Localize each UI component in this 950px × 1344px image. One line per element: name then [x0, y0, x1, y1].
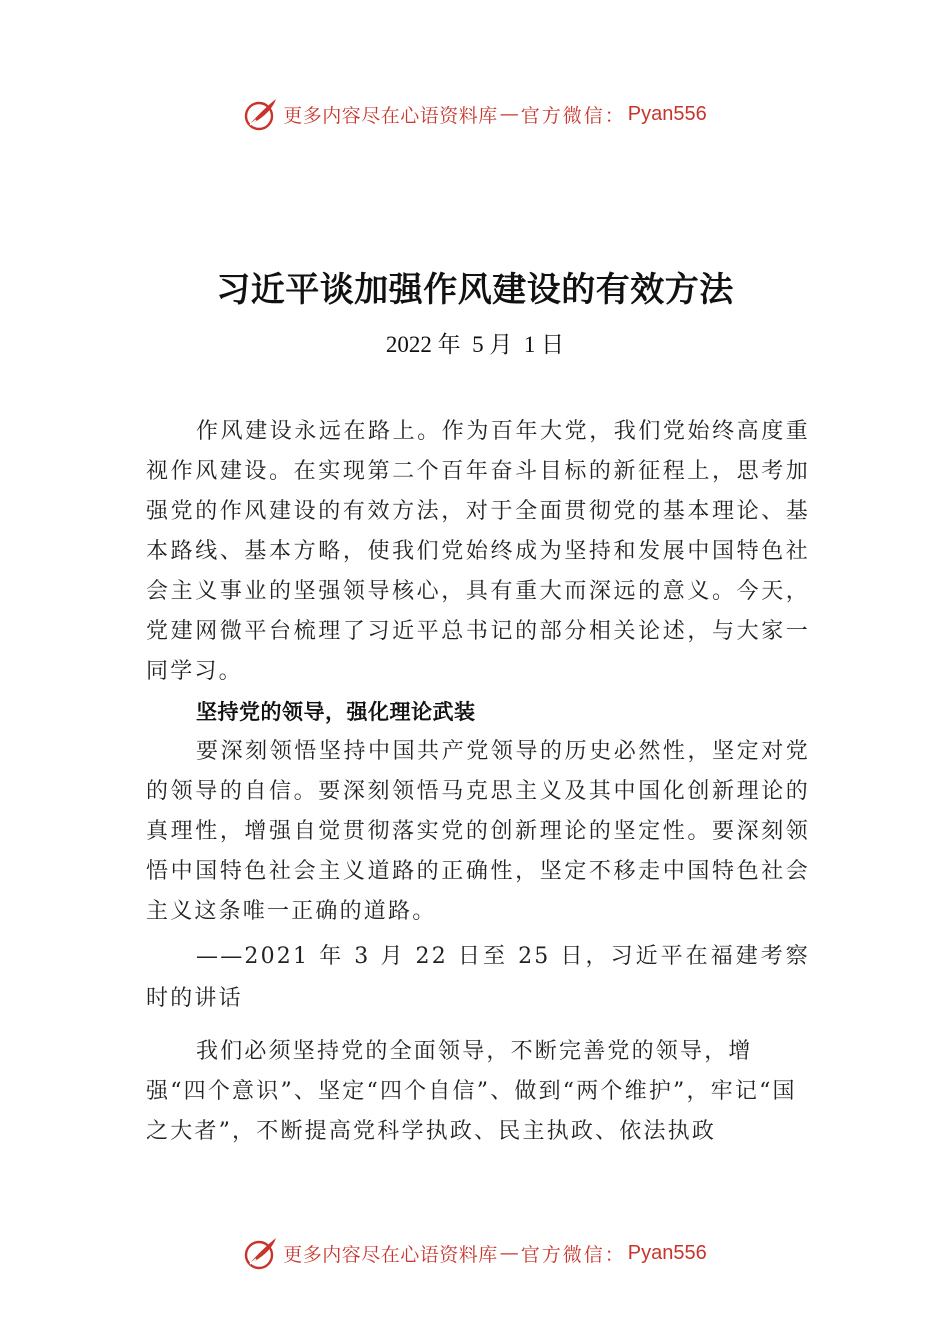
document-date: 2022 年 5 月 1 日 — [385, 332, 565, 357]
document-body — [146, 412, 810, 1152]
banner-dash: — — [499, 1242, 519, 1264]
header-banner — [0, 94, 950, 134]
body-paragraph: 我们必须坚持党的全面领导，不断完善党的领导，增强“四个意识”、坚定“四个自信”、做到“两个维护”，牢记“国之大者”，不断提高党科学执政、民主执政、依法执政 — [146, 1039, 797, 1144]
banner-dash: — — [499, 103, 519, 125]
banner-slogan: 更多内容尽在心语资料库 — [283, 104, 498, 127]
banner-contact-id: Pyan556 — [627, 102, 707, 125]
quote-source: ——2021 年 3 月 22 日至 25 日，习近平在福建考察时的讲话 — [146, 944, 810, 1011]
quill-pen-logo-icon — [243, 96, 279, 132]
section-heading: 坚持党的领导，强化理论武装 — [196, 700, 476, 724]
banner-contact-label: 官方微信： — [520, 1243, 626, 1266]
banner-slogan: 更多内容尽在心语资料库 — [283, 1243, 498, 1266]
quill-pen-logo-icon — [243, 1235, 279, 1271]
footer-banner — [0, 1233, 950, 1273]
banner-contact-label: 官方微信： — [520, 104, 626, 127]
banner-contact-id: Pyan556 — [627, 1241, 707, 1264]
document-title: 习近平谈加强作风建设的有效方法 — [216, 270, 734, 310]
quote-paragraph: 要深刻领悟坚持中国共产党领导的历史必然性，坚定对党的领导的自信。要深刻领悟马克思主义及其中国化创新理论的真理性，增强自觉贯彻落实党的创新理论的坚定性。要深刻领悟中国特色社会主义道路的正确性，坚定不移走中国特色社会主义这条唯一正确的道路。 — [146, 739, 810, 924]
intro-paragraph: 作风建设永远在路上。作为百年大党，我们党始终高度重视作风建设。在实现第二个百年奋斗目标的新征程上，思考加强党的作风建设的有效方法，对于全面贯彻党的基本理论、基本路线、基本方略，使我们党始终成为坚持和发展中国特色社会主义事业的坚强领导核心，具有重大而深远的意义。今天，党建网微平台梳理了习近平总书记的部分相关论述，与大家一同学习。 — [146, 419, 810, 684]
